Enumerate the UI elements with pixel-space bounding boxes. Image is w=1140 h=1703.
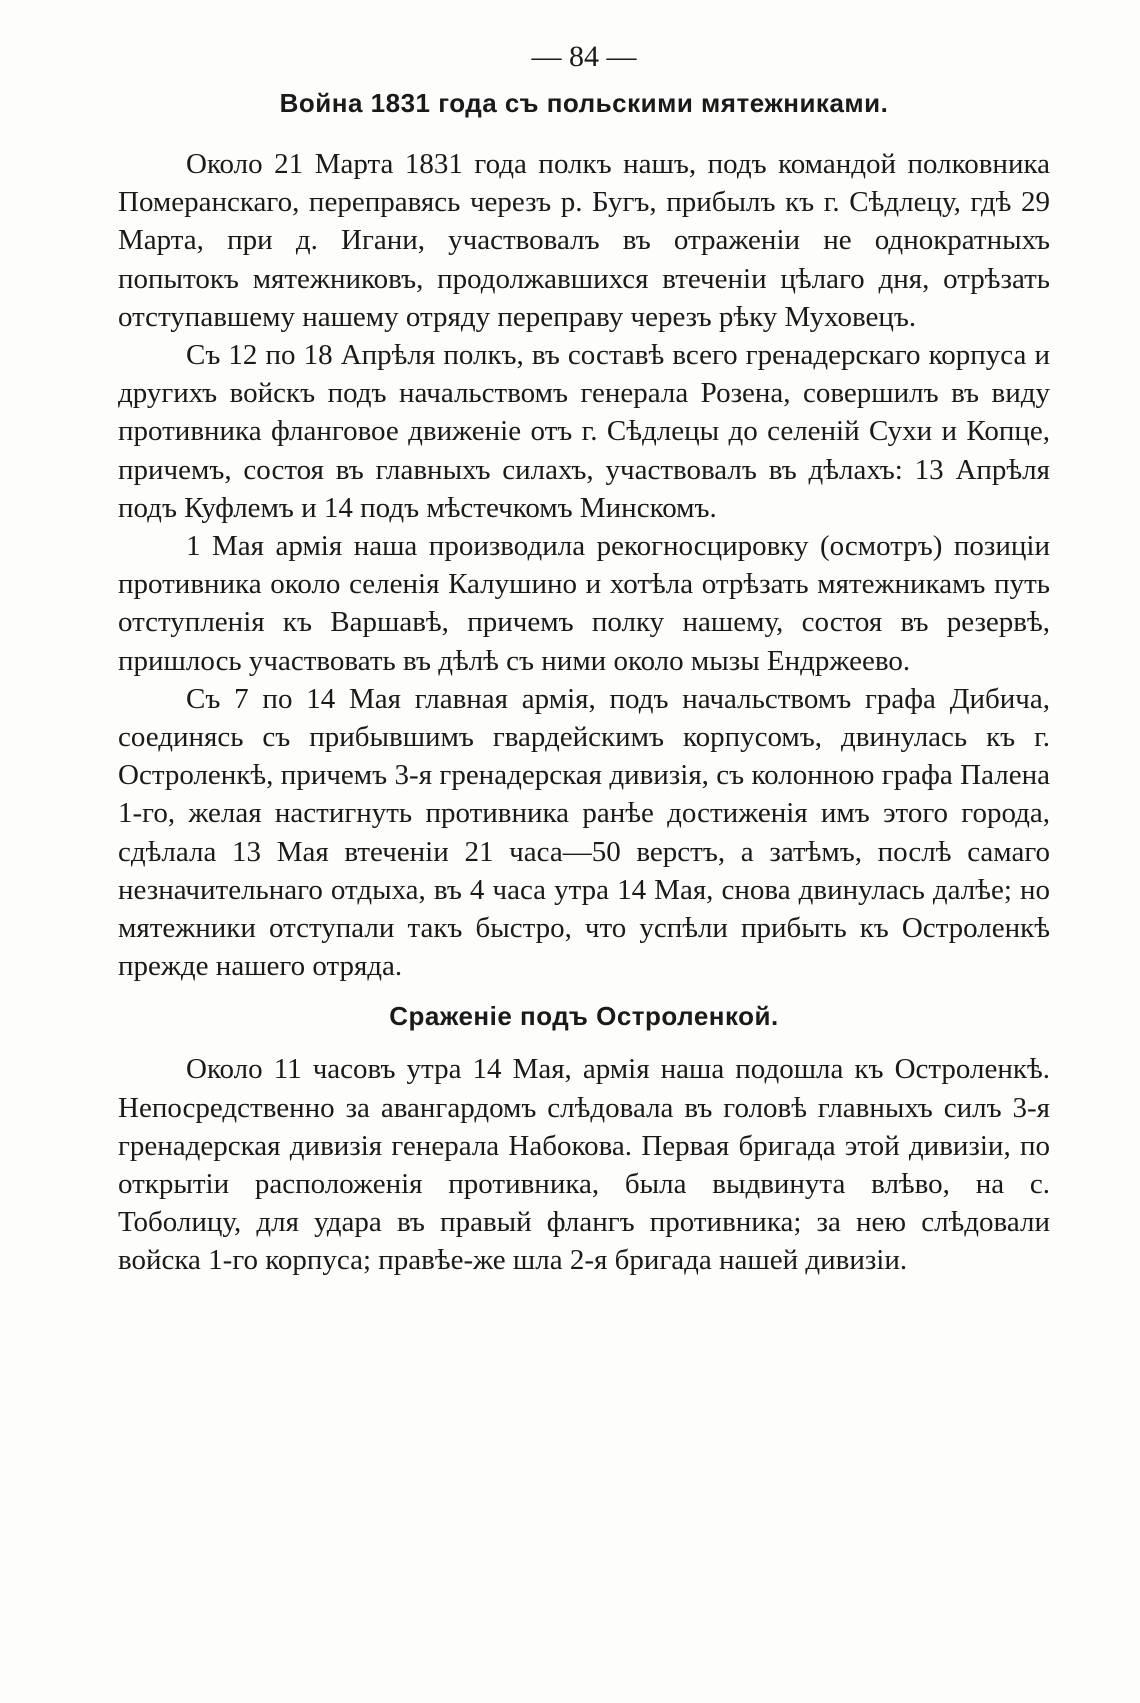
- section-title-war-1831: Война 1831 года съ польскими мятежниками.: [279, 88, 889, 118]
- paragraph: Около 21 Марта 1831 года полкъ нашъ, подъ командой полковника Померанскаго, переправясь черезъ р. Бугъ, прибылъ къ г. Сѣдлецу, гдѣ 29 Марта, при д. Игани, участвовалъ въ отраженіи не однократныхъ попытокъ мятежниковъ, продолжавшихся втеченіи цѣлаго дня, отрѣзать отступавшему нашему отряду переправу черезъ рѣку Муховецъ.: [118, 148, 1050, 333]
- paragraph: Съ 7 по 14 Мая главная армія, подъ начальствомъ графа Дибича, соединясь съ прибывшимъ гвардейскимъ корпусомъ, двинулась къ г. Остроленкѣ, причемъ 3-я гренадерская дивизія, съ колонною графа Палена 1-го, желая настигнуть противника ранѣе достиженія имъ этого города, сдѣлала 13 Мая втеченіи 21 часа—50 верстъ, а затѣмъ, послѣ самаго незначительнаго отдыха, въ 4 часа утра 14 Мая, снова двинулась далѣе; но мятежники отступали такъ быстро, что успѣли прибыть къ Остроленкѣ прежде нашего отряда.: [118, 682, 1050, 983]
- paragraph: 1 Мая армія наша производила рекогносцировку (осмотръ) позиціи противника около селенія Калушино и хотѣла отрѣзать мятежникамъ путь отступленія къ Варшавѣ, причемъ полку нашему, состоя въ резервѣ, пришлось участвовать въ дѣлѣ съ ними около мызы Ендржеево.: [118, 530, 1050, 677]
- book-page: [118, 40, 1050, 1280]
- paragraph: Около 11 часовъ утра 14 Мая, армія наша подошла къ Остроленкѣ. Непосредственно за авангардомъ слѣдовала въ головѣ главныхъ силъ 3-я гренадерская дивизія генерала Набокова. Первая бригада этой дивизіи, по открытіи расположенія противника, была выдвинута влѣво, на с. Тоболицу, для удара въ правый флангъ противника; за нею слѣдовали войска 1-го корпуса; правѣе-же шла 2-я бригада нашей дивизіи.: [118, 1053, 1050, 1277]
- page-number: — 84 —: [531, 40, 637, 73]
- section-title-ostrolenka: Сраженіе подъ Остроленкой.: [389, 1001, 779, 1032]
- paragraph: Съ 12 по 18 Апрѣля полкъ, въ составѣ всего гренадерскаго корпуса и другихъ войскъ подъ начальствомъ генерала Розена, совершилъ въ виду противника фланговое движеніе отъ г. Сѣдлецы до селеній Сухи и Копце, причемъ, состоя въ главныхъ силахъ, участвовалъ въ дѣлахъ: 13 Апрѣля подъ Куфлемъ и 14 подъ мѣстечкомъ Минскомъ.: [118, 339, 1050, 524]
